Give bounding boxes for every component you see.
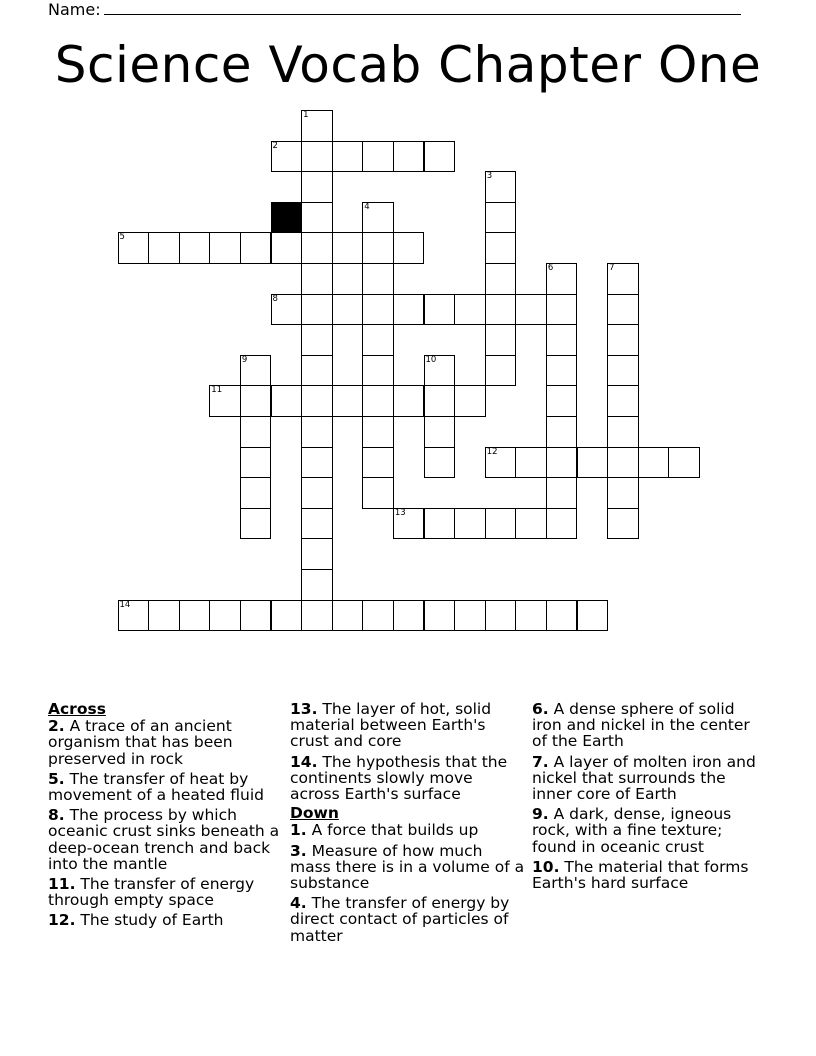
clue-number: 2. (48, 717, 65, 736)
crossword-cell[interactable] (362, 141, 394, 173)
crossword-cell[interactable] (118, 232, 150, 264)
clue-item (532, 806, 768, 855)
across-clue-list-continued (290, 701, 526, 802)
crossword-cell[interactable] (148, 600, 180, 632)
crossword-cell[interactable] (485, 202, 517, 234)
clue-text: A force that builds up (306, 821, 479, 840)
clue-number: 3. (290, 841, 307, 860)
crossword-cell[interactable] (546, 355, 578, 387)
crossword-cell[interactable] (485, 263, 517, 295)
clue-text: The transfer of energy by direct contact of particles of matter (290, 894, 510, 945)
crossword-cell[interactable] (118, 600, 150, 632)
crossword-cell[interactable] (424, 416, 456, 448)
clue-number: 12. (48, 911, 76, 930)
crossword-cell[interactable] (362, 294, 394, 326)
crossword-cell[interactable] (179, 232, 211, 264)
clue-item (48, 876, 284, 908)
clue-item (290, 843, 526, 892)
clue-text: Measure of how much mass there is in a volume of a substance (290, 841, 525, 893)
crossword-cell[interactable] (607, 294, 639, 326)
crossword-cell[interactable] (240, 600, 272, 632)
crossword-cell[interactable] (240, 477, 272, 509)
clue-item (532, 859, 768, 891)
crossword-cell[interactable] (301, 477, 333, 509)
crossword-cell[interactable] (301, 324, 333, 356)
clue-text: The transfer of energy through empty space (48, 875, 255, 910)
crossword-cell[interactable] (240, 232, 272, 264)
clues-column-3 (532, 701, 768, 895)
crossword-cell[interactable] (332, 294, 364, 326)
crossword-cell[interactable] (393, 385, 425, 417)
crossword-cell[interactable] (485, 600, 517, 632)
crossword-cell[interactable] (393, 508, 425, 540)
crossword-cell[interactable] (209, 232, 241, 264)
crossword-cell[interactable] (148, 232, 180, 264)
clue-text: The study of Earth (75, 911, 224, 930)
crossword-cell[interactable] (332, 141, 364, 173)
crossword-cell[interactable] (546, 508, 578, 540)
clue-item (290, 822, 526, 838)
crossword-cell[interactable] (362, 477, 394, 509)
crossword-cell[interactable] (485, 171, 517, 203)
page-title: Science Vocab Chapter One (54, 36, 762, 94)
crossword-cell[interactable] (301, 110, 333, 142)
clue-item (48, 807, 284, 872)
crossword-cell[interactable] (485, 232, 517, 264)
clue-number-label: 12 (486, 446, 498, 457)
crossword-cell[interactable] (240, 447, 272, 479)
crossword-cell[interactable] (271, 600, 303, 632)
crossword-cell[interactable] (362, 263, 394, 295)
crossword-cell[interactable] (301, 355, 333, 387)
crossword-cell[interactable] (301, 538, 333, 570)
clue-number-label: 13 (394, 507, 406, 518)
crossword-cell[interactable] (301, 232, 333, 264)
clue-number-label: 9 (241, 354, 248, 365)
clue-number: 7. (532, 752, 549, 771)
crossword-cell[interactable] (240, 416, 272, 448)
crossword-cell[interactable] (424, 355, 456, 387)
clue-item (290, 895, 526, 944)
clue-text: The transfer of heat by movement of a heated fluid (48, 769, 265, 805)
crossword-cell[interactable] (362, 385, 394, 417)
crossword-cell[interactable] (240, 508, 272, 540)
crossword-cell[interactable] (301, 508, 333, 540)
clue-number: 6. (532, 700, 549, 718)
clue-number: 14. (290, 752, 318, 771)
clue-number-label: 14 (119, 599, 131, 610)
clue-number-label: 6 (547, 263, 554, 273)
crossword-cell[interactable] (209, 600, 241, 632)
clue-number-label: 5 (119, 232, 125, 243)
crossword-cell[interactable] (209, 385, 241, 417)
crossword-cell[interactable] (454, 600, 486, 632)
crossword-cell[interactable] (179, 600, 211, 632)
crossword-cell[interactable] (607, 263, 639, 295)
clue-number: 4. (290, 894, 307, 913)
clue-number: 13. (290, 700, 318, 718)
crossword-cell[interactable] (301, 141, 333, 173)
clue-text: The layer of hot, solid material between Earth's crust and core (290, 700, 492, 751)
crossword-cell[interactable] (301, 385, 333, 417)
clue-item (532, 701, 768, 750)
crossword-cell[interactable] (332, 232, 364, 264)
clue-number: 5. (48, 769, 65, 788)
crossword-cell[interactable] (362, 355, 394, 387)
crossword-cell[interactable] (301, 569, 333, 601)
crossword-cell[interactable] (424, 508, 456, 540)
crossword-cell[interactable] (240, 355, 272, 387)
crossword-cell[interactable] (485, 447, 517, 479)
clue-number-label: 2 (272, 140, 278, 151)
name-label: Name: (48, 0, 101, 19)
crossword-cell[interactable] (485, 355, 517, 387)
clue-number-label: 3 (486, 171, 493, 182)
crossword-cell[interactable] (301, 202, 333, 234)
crossword-cell[interactable] (271, 294, 303, 326)
crossword-cell[interactable] (332, 600, 364, 632)
clue-number: 11. (48, 875, 76, 894)
crossword-cell[interactable] (424, 385, 456, 417)
crossword-cell[interactable] (485, 508, 517, 540)
crossword-cell[interactable] (362, 232, 394, 264)
down-clue-list-continued (532, 701, 768, 891)
crossword-cell[interactable] (271, 385, 303, 417)
crossword-cell[interactable] (515, 600, 547, 632)
crossword-cell[interactable] (607, 324, 639, 356)
clue-number-label: 11 (211, 385, 223, 396)
crossword-cell[interactable] (546, 263, 578, 295)
crossword-cell[interactable] (485, 324, 517, 356)
crossword-cell[interactable] (301, 447, 333, 479)
crossword-cell[interactable] (454, 385, 486, 417)
clue-number: 9. (532, 805, 549, 824)
crossword-cell[interactable] (393, 141, 425, 173)
crossword-cell[interactable] (546, 477, 578, 509)
crossword-cell[interactable] (454, 294, 486, 326)
clue-text: A trace of an ancient organism that has been preserved in rock (48, 717, 233, 768)
clue-number: 10. (532, 857, 560, 876)
clue-text: The process by which oceanic crust sinks beneath a deep-ocean trench and back into the mantle (48, 806, 280, 873)
crossword-cell[interactable] (546, 416, 578, 448)
crossword-cell[interactable] (485, 294, 517, 326)
crossword-cell[interactable] (607, 508, 639, 540)
crossword-cell[interactable] (607, 477, 639, 509)
clues-column-1 (48, 701, 284, 933)
crossword-cell[interactable] (577, 600, 609, 632)
crossword-cell[interactable] (515, 294, 547, 326)
crossword-cell[interactable] (332, 385, 364, 417)
crossword-cell[interactable] (424, 600, 456, 632)
crossword-cell[interactable] (515, 508, 547, 540)
crossword-cell[interactable] (301, 171, 333, 203)
clue-text: A layer of molten iron and nickel that surrounds the inner core of Earth (532, 752, 756, 804)
crossword-cell[interactable] (424, 294, 456, 326)
crossword-cell[interactable] (362, 600, 394, 632)
clue-number-label: 10 (425, 354, 437, 365)
clue-item (48, 912, 284, 928)
crossword-cell[interactable] (301, 263, 333, 295)
clue-item (48, 771, 284, 803)
crossword-cell[interactable] (515, 447, 547, 479)
crossword-cell[interactable] (362, 416, 394, 448)
clue-text: The material that forms Earth's hard surface (532, 857, 749, 893)
black-square (271, 202, 303, 234)
crossword-cell[interactable] (454, 508, 486, 540)
clue-item (48, 718, 284, 767)
crossword-cell[interactable] (393, 294, 425, 326)
clue-number-label: 7 (609, 263, 615, 273)
clue-text: A dense sphere of solid iron and nickel in the center of the Earth (532, 700, 750, 751)
crossword-cell[interactable] (607, 355, 639, 387)
across-heading: Across (48, 700, 106, 718)
down-clue-list (290, 822, 526, 943)
crossword-cell[interactable] (668, 447, 700, 479)
crossword-cell[interactable] (240, 385, 272, 417)
crossword-cell[interactable] (271, 232, 303, 264)
crossword-cell[interactable] (393, 600, 425, 632)
crossword-cell[interactable] (607, 385, 639, 417)
clue-text: The hypothesis that the continents slowly move across Earth's surface (290, 752, 508, 804)
clue-number: 8. (48, 806, 65, 825)
crossword-cell[interactable] (546, 600, 578, 632)
clues-column-2 (290, 701, 526, 948)
crossword-cell[interactable] (424, 141, 456, 173)
crossword-cell[interactable] (424, 447, 456, 479)
crossword-cell[interactable] (607, 447, 639, 479)
crossword-cell[interactable] (301, 416, 333, 448)
crossword-cell[interactable] (362, 324, 394, 356)
crossword-cell[interactable] (393, 232, 425, 264)
crossword-cell[interactable] (546, 385, 578, 417)
down-heading: Down (290, 804, 339, 823)
clue-number-label: 4 (364, 201, 370, 212)
crossword-cell[interactable] (638, 447, 670, 479)
crossword-cell[interactable] (546, 324, 578, 356)
clue-number-label: 1 (303, 110, 309, 120)
crossword-cell[interactable] (271, 141, 303, 173)
clue-number-label: 8 (272, 293, 278, 304)
crossword-cell[interactable] (607, 416, 639, 448)
clue-text: A dark, dense, igneous rock, with a fine texture; found in oceanic crust (532, 805, 732, 856)
clue-item (290, 701, 526, 750)
clue-item (290, 754, 526, 803)
crossword-cell[interactable] (577, 447, 609, 479)
crossword-cell[interactable] (362, 202, 394, 234)
across-clue-list (48, 718, 284, 928)
crossword-cell[interactable] (546, 294, 578, 326)
crossword-cell[interactable] (362, 447, 394, 479)
clue-item (532, 754, 768, 803)
crossword-cell[interactable] (301, 294, 333, 326)
crossword-cell[interactable] (301, 600, 333, 632)
crossword-cell[interactable] (546, 447, 578, 479)
clue-number: 1. (290, 821, 307, 840)
